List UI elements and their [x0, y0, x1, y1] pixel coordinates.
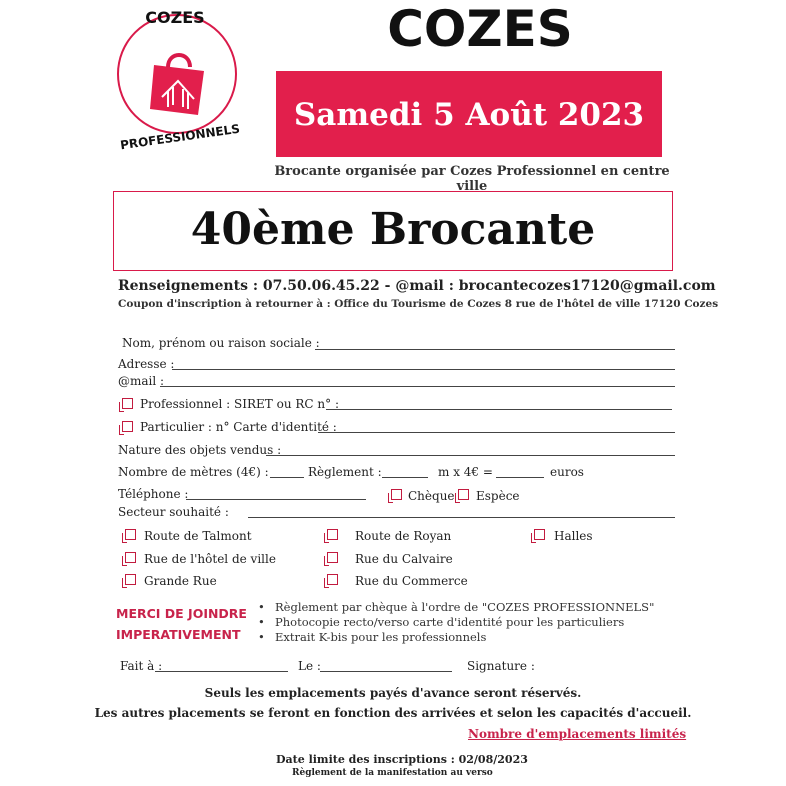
organizer-text: Brocante organisée par Cozes Professionnel en centre ville — [274, 164, 670, 194]
reglement-label: Règlement : — [308, 465, 382, 479]
coupon-address: Coupon d'inscription à retourner à : Office du Tourisme de Cozes 8 rue de l'hôtel de ville 17120 Cozes — [118, 298, 719, 310]
phone-label: Téléphone : — [118, 487, 189, 501]
sector-label: Grande Rue — [144, 574, 217, 588]
sector-checkbox[interactable] — [534, 529, 545, 540]
contact-info: Renseignements : 07.50.06.45.22 - @mail : brocantecozes17120@gmail.com — [118, 278, 716, 294]
sector-checkbox[interactable] — [327, 529, 338, 540]
phone-field[interactable] — [186, 499, 366, 500]
requirements-heading — [116, 603, 256, 645]
id-card-field[interactable] — [318, 432, 675, 433]
logo-top-text: COZES — [145, 8, 205, 27]
sector-checkbox[interactable] — [125, 574, 136, 585]
sector-label: Route de Royan — [355, 529, 452, 543]
professionnel-checkbox[interactable] — [122, 398, 133, 409]
shopping-bag-icon — [148, 45, 210, 117]
sector-checkbox[interactable] — [327, 574, 338, 585]
cheque-checkbox[interactable] — [391, 489, 402, 500]
euros-label: euros — [550, 465, 584, 479]
notes-line2: Les autres placements se feront en fonction des arrivées et selon les capacités d'accueil. — [94, 706, 692, 720]
sector-label: Halles — [554, 529, 593, 543]
reglement-field[interactable] — [382, 477, 428, 478]
notes-line1: Seuls les emplacements payés d'avance seront réservés. — [204, 686, 582, 700]
event-name: 40ème Brocante — [190, 204, 596, 255]
fait-field[interactable] — [155, 671, 288, 672]
page-title: COZES — [387, 0, 573, 58]
sector-label: Rue du Calvaire — [355, 552, 453, 566]
requirement-item: • Règlement par chèque à l'ordre de "COZES PROFESSIONNELS" — [258, 600, 654, 614]
nature-field[interactable] — [266, 455, 675, 456]
mx4-label: m x 4€ = — [438, 465, 493, 479]
secteur-label: Secteur souhaité : — [118, 505, 229, 519]
limited-notice: Nombre d'emplacements limités — [468, 727, 687, 741]
fait-label: Fait à : — [120, 659, 163, 673]
logo-bottom-text: PROFESSIONNELS — [119, 121, 241, 153]
deadline-text: Date limite des inscriptions : 02/08/2023 — [276, 753, 528, 766]
total-field[interactable] — [496, 477, 544, 478]
requirement-item: • Photocopie recto/verso carte d'identité pour les particuliers — [258, 615, 624, 629]
requirement-item: • Extrait K-bis pour les professionnels — [258, 630, 486, 644]
name-field[interactable] — [315, 349, 675, 350]
sector-checkbox[interactable] — [125, 552, 136, 563]
address-field[interactable] — [172, 369, 675, 370]
requirements-heading-line2: IMPERATIVEMENT — [116, 627, 241, 642]
le-label: Le : — [298, 659, 321, 673]
sector-label: Rue de l'hôtel de ville — [144, 552, 276, 566]
secteur-field[interactable] — [248, 517, 675, 518]
particulier-label: Particulier : n° Carte d'identité : — [140, 420, 337, 434]
date-field[interactable] — [320, 671, 452, 672]
name-label: Nom, prénom ou raison sociale : — [122, 336, 320, 350]
metres-field[interactable] — [270, 477, 304, 478]
event-date: Samedi 5 Août 2023 — [293, 97, 645, 133]
address-label: Adresse : — [118, 357, 175, 371]
particulier-checkbox[interactable] — [122, 421, 133, 432]
sector-checkbox[interactable] — [125, 529, 136, 540]
espece-checkbox[interactable] — [458, 489, 469, 500]
siret-field[interactable] — [326, 409, 672, 410]
pro-label: Professionnel : SIRET ou RC n° : — [140, 397, 339, 411]
cheque-label: Chèque — [408, 489, 455, 503]
sector-label: Route de Talmont — [144, 529, 252, 543]
reglement-note: Règlement de la manifestation au verso — [292, 768, 493, 778]
requirements-heading-line1: MERCI DE JOINDRE — [116, 606, 247, 621]
email-label: @mail : — [118, 374, 165, 388]
sector-label: Rue du Commerce — [355, 574, 468, 588]
sector-checkbox[interactable] — [327, 552, 338, 563]
nature-label: Nature des objets vendus : — [118, 443, 282, 457]
espece-label: Espèce — [476, 489, 520, 503]
signature-label: Signature : — [467, 659, 535, 673]
metres-label: Nombre de mètres (4€) : — [118, 465, 269, 479]
email-field[interactable] — [160, 386, 675, 387]
